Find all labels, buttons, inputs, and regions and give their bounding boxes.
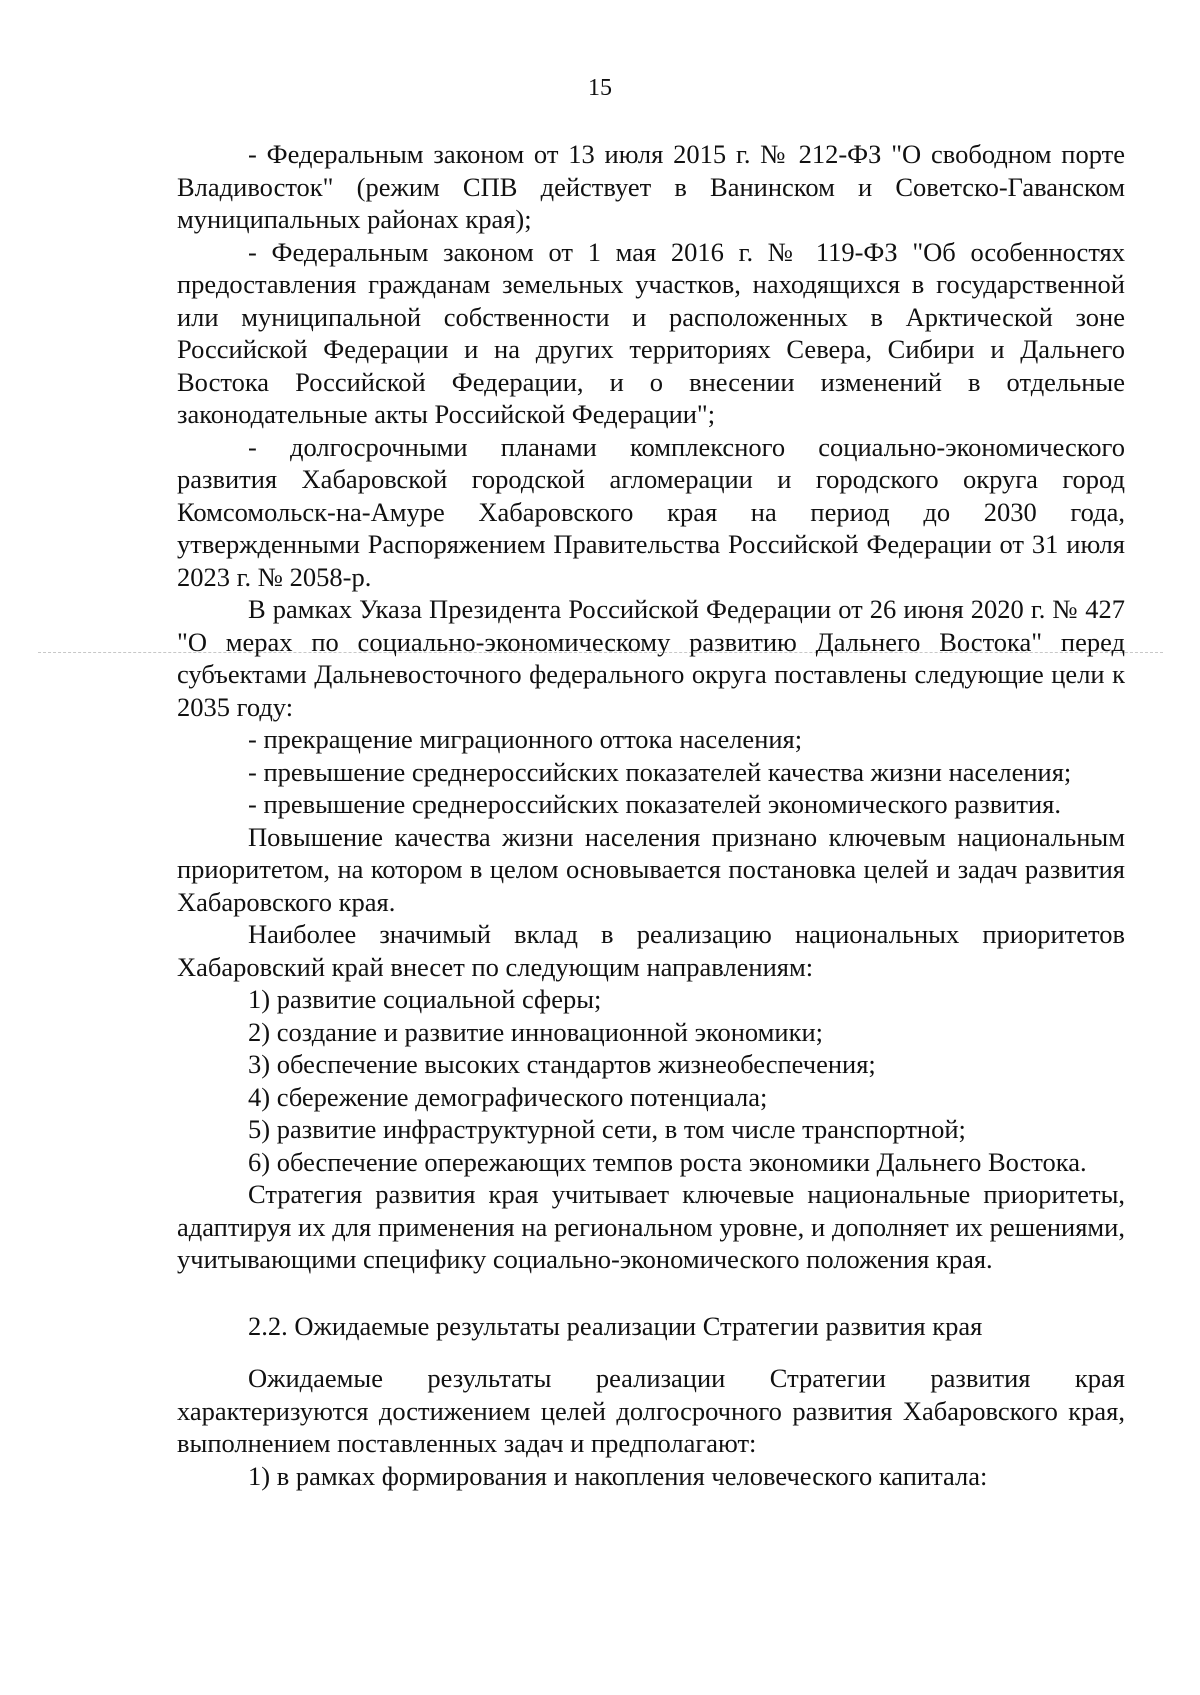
list-item-direction-3: 3) обеспечение высоких стандартов жизнеобеспечения;: [248, 1049, 876, 1079]
list-item-goal-1: - прекращение миграционного оттока населения;: [248, 724, 803, 754]
paragraph-expected-results: Ожидаемые результаты реализации Стратегии развития края характеризуются достижением целей долгосрочного развития Хабаровского края, выполнением поставленных задач и предполагают:: [177, 1363, 1125, 1458]
page-number: 15: [588, 75, 612, 101]
paragraph-presidential-decree: В рамках Указа Президента Российской Федерации от 26 июня 2020 г. № 427 "О мерах по социально-экономическому развитию Дальнего Востока" перед субъектами Дальневосточного федерального округа поставлены следующие цели к 2035 году:: [177, 594, 1125, 722]
paragraph-law-land-plots: - Федеральным законом от 1 мая 2016 г. № 119-ФЗ "Об особенностях предоставления гражданам земельных участков, находящихся в государственной или муниципальной собственности и расположенных в Арктической зоне Российской Федерации и на других территориях Севера, Сибири и Дальнего Востока Российской Федерации, и о внесении изменений в отдельные законодательные акты Российской Федерации";: [177, 236, 1125, 429]
list-item-goal-2: - превышение среднероссийских показателей качества жизни населения;: [248, 756, 1072, 787]
list-item-goal-3: - превышение среднероссийских показателей экономического развития.: [248, 789, 1061, 819]
section-heading: 2.2. Ожидаемые результаты реализации Стратегии развития края: [248, 1310, 983, 1341]
paragraph-contribution: Наиболее значимый вклад в реализацию национальных приоритетов Хабаровский край внесет по следующим направлениям:: [177, 919, 1125, 982]
list-item-direction-2: 2) создание и развитие инновационной экономики;: [248, 1016, 824, 1047]
list-item-direction-6: 6) обеспечение опережающих темпов роста экономики Дальнего Востока.: [248, 1146, 1087, 1177]
document-body: [177, 138, 1125, 1492]
list-item-human-capital: 1) в рамках формирования и накопления человеческого капитала:: [248, 1460, 988, 1491]
paragraph-long-term-plans: - долгосрочными планами комплексного социально-экономического развития Хабаровской городской агломерации и городского округа город Комсомольск-на-Амуре Хабаровского края на период до 2030 года, утвержденными Распоряжением Правительства Российской Федерации от 31 июля 2023 г. № 2058-р.: [177, 431, 1125, 592]
list-item-direction-5: 5) развитие инфраструктурной сети, в том числе транспортной;: [248, 1114, 966, 1144]
list-item-direction-1: 1) развитие социальной сферы;: [248, 984, 602, 1014]
paragraph-quality-of-life: Повышение качества жизни населения признано ключевым национальным приоритетом, на котором в целом основывается постановка целей и задач развития Хабаровского края.: [177, 821, 1125, 917]
list-item-direction-4: 4) сбережение демографического потенциала;: [248, 1081, 768, 1112]
paragraph-strategy-priorities: Стратегия развития края учитывает ключевые национальные приоритеты, адаптируя их для применения на региональном уровне, и дополняет их решениями, учитывающими специфику социально-экономического положения края.: [177, 1179, 1125, 1274]
paragraph-law-free-port: - Федеральным законом от 13 июля 2015 г. № 212-ФЗ "О свободном порте Владивосток" (режим СПВ действует в Ванинском и Советско-Гаванском муниципальных районах края);: [177, 139, 1125, 234]
